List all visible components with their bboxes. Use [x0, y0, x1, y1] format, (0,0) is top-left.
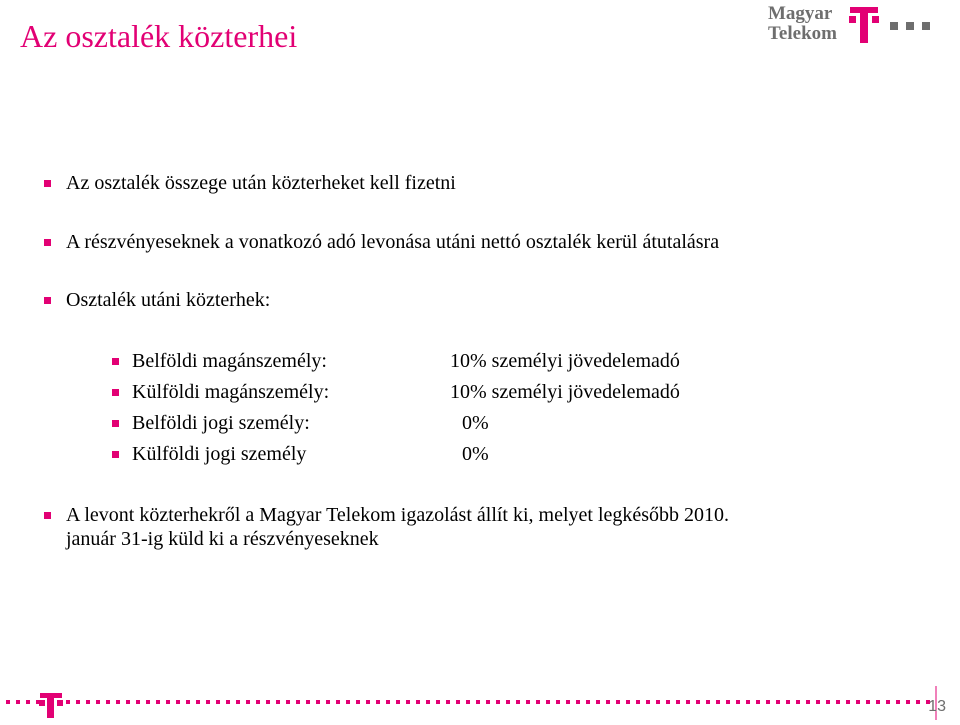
footer-dot	[126, 700, 130, 704]
footer-dot	[356, 700, 360, 704]
footer-dot	[206, 700, 210, 704]
footer-dot	[536, 700, 540, 704]
bullet-marker	[112, 389, 119, 396]
footer-dot	[526, 700, 530, 704]
telekom-t-icon	[39, 693, 63, 718]
footer-dot	[266, 700, 270, 704]
footer-dot	[816, 700, 820, 704]
footer-dot	[366, 700, 370, 704]
footer-dot	[596, 700, 600, 704]
bullet-text: Osztalék utáni közterhek:	[66, 289, 271, 311]
bullet-marker	[44, 512, 51, 519]
footer-dot	[346, 700, 350, 704]
footer-dot	[96, 700, 100, 704]
footer-dot	[176, 700, 180, 704]
footer-dot	[806, 700, 810, 704]
footer-dot	[436, 700, 440, 704]
slide-footer	[0, 680, 960, 720]
footer-dot	[706, 700, 710, 704]
footer-dot	[586, 700, 590, 704]
footer-dot	[226, 700, 230, 704]
footer-dot	[716, 700, 720, 704]
footer-dot	[146, 700, 150, 704]
footer-dot	[886, 700, 890, 704]
footer-dot	[156, 700, 160, 704]
footer-dot	[896, 700, 900, 704]
footer-dot	[136, 700, 140, 704]
bullet-text: A levont közterhekről a Magyar Telekom igazolást állít ki, melyet legkésőbb 2010.	[66, 504, 730, 526]
footer-dot	[686, 700, 690, 704]
footer-dot	[616, 700, 620, 704]
footer-dot	[456, 700, 460, 704]
footer-dot	[186, 700, 190, 704]
footer-dot	[306, 700, 310, 704]
footer-dot	[656, 700, 660, 704]
footer-dot	[16, 700, 20, 704]
footer-dot	[496, 700, 500, 704]
bullet-marker	[44, 180, 51, 187]
footer-dot	[76, 700, 80, 704]
footer-dot	[606, 700, 610, 704]
footer-dot	[336, 700, 340, 704]
slide-title: Az osztalék közterhei	[20, 18, 298, 54]
footer-dot	[196, 700, 200, 704]
footer-dot	[106, 700, 110, 704]
footer-dot	[316, 700, 320, 704]
footer-dot	[696, 700, 700, 704]
footer-dot	[876, 700, 880, 704]
footer-dot	[756, 700, 760, 704]
sub-item-label: Belföldi jogi személy:	[132, 412, 310, 434]
footer-dot	[116, 700, 120, 704]
footer-dot	[486, 700, 490, 704]
footer-dot	[326, 700, 330, 704]
footer-dot	[446, 700, 450, 704]
footer-dot	[416, 700, 420, 704]
footer-dot	[576, 700, 580, 704]
footer-dot	[826, 700, 830, 704]
bullet-marker	[112, 420, 119, 427]
footer-dot	[916, 700, 920, 704]
footer-dot	[736, 700, 740, 704]
footer-decoration	[0, 680, 960, 720]
footer-dot	[476, 700, 480, 704]
bullet-marker	[112, 451, 119, 458]
footer-dot	[866, 700, 870, 704]
footer-dot	[556, 700, 560, 704]
bullet-text: Az osztalék összege után közterheket kell fizetni	[66, 172, 456, 194]
bullet-marker	[44, 297, 51, 304]
magyar-telekom-logo	[768, 4, 938, 46]
footer-dot	[376, 700, 380, 704]
footer-dot	[856, 700, 860, 704]
footer-dot	[566, 700, 570, 704]
footer-dot	[506, 700, 510, 704]
telekom-t-icon	[848, 4, 938, 46]
footer-dot	[466, 700, 470, 704]
footer-dot	[246, 700, 250, 704]
bullet-text: A részvényeseknek a vonatkozó adó levonása utáni nettó osztalék kerül átutalásra	[66, 231, 720, 253]
footer-dot	[726, 700, 730, 704]
footer-dot	[546, 700, 550, 704]
footer-dot	[846, 700, 850, 704]
page-number: 13	[928, 698, 946, 715]
footer-dot	[276, 700, 280, 704]
bullet-text: január 31-ig küld ki a részvényeseknek	[66, 528, 379, 550]
footer-dot	[836, 700, 840, 704]
footer-dot	[776, 700, 780, 704]
bullet-marker	[44, 239, 51, 246]
sub-item-value: 0%	[462, 443, 489, 465]
footer-dot	[426, 700, 430, 704]
logo-wordmark	[768, 4, 837, 44]
sub-item-label: Belföldi magánszemély:	[132, 350, 327, 372]
footer-dot	[296, 700, 300, 704]
footer-dot	[766, 700, 770, 704]
footer-dot	[166, 700, 170, 704]
footer-dot	[26, 700, 30, 704]
footer-dot	[406, 700, 410, 704]
footer-dot	[396, 700, 400, 704]
footer-dot	[6, 700, 10, 704]
footer-dots	[6, 700, 930, 704]
sub-item-value: 10% személyi jövedelemadó	[450, 350, 680, 372]
footer-dot	[636, 700, 640, 704]
sub-item-label: Külföldi jogi személy	[132, 443, 307, 465]
logo-line-1: Magyar	[768, 3, 833, 24]
footer-dot	[666, 700, 670, 704]
footer-dot	[286, 700, 290, 704]
footer-dot	[906, 700, 910, 704]
footer-dot	[216, 700, 220, 704]
footer-dot	[746, 700, 750, 704]
footer-dot	[796, 700, 800, 704]
footer-dot	[66, 700, 70, 704]
sub-item-label: Külföldi magánszemély:	[132, 381, 330, 403]
footer-dot	[516, 700, 520, 704]
footer-dot	[386, 700, 390, 704]
footer-dot	[646, 700, 650, 704]
logo-line-2: Telekom	[768, 23, 837, 44]
sub-item-value: 10% személyi jövedelemadó	[450, 381, 680, 403]
footer-dot	[676, 700, 680, 704]
footer-dot	[626, 700, 630, 704]
footer-dot	[256, 700, 260, 704]
bullet-marker	[112, 358, 119, 365]
footer-dot	[86, 700, 90, 704]
footer-dot	[786, 700, 790, 704]
footer-dot	[236, 700, 240, 704]
sub-item-value: 0%	[462, 412, 489, 434]
